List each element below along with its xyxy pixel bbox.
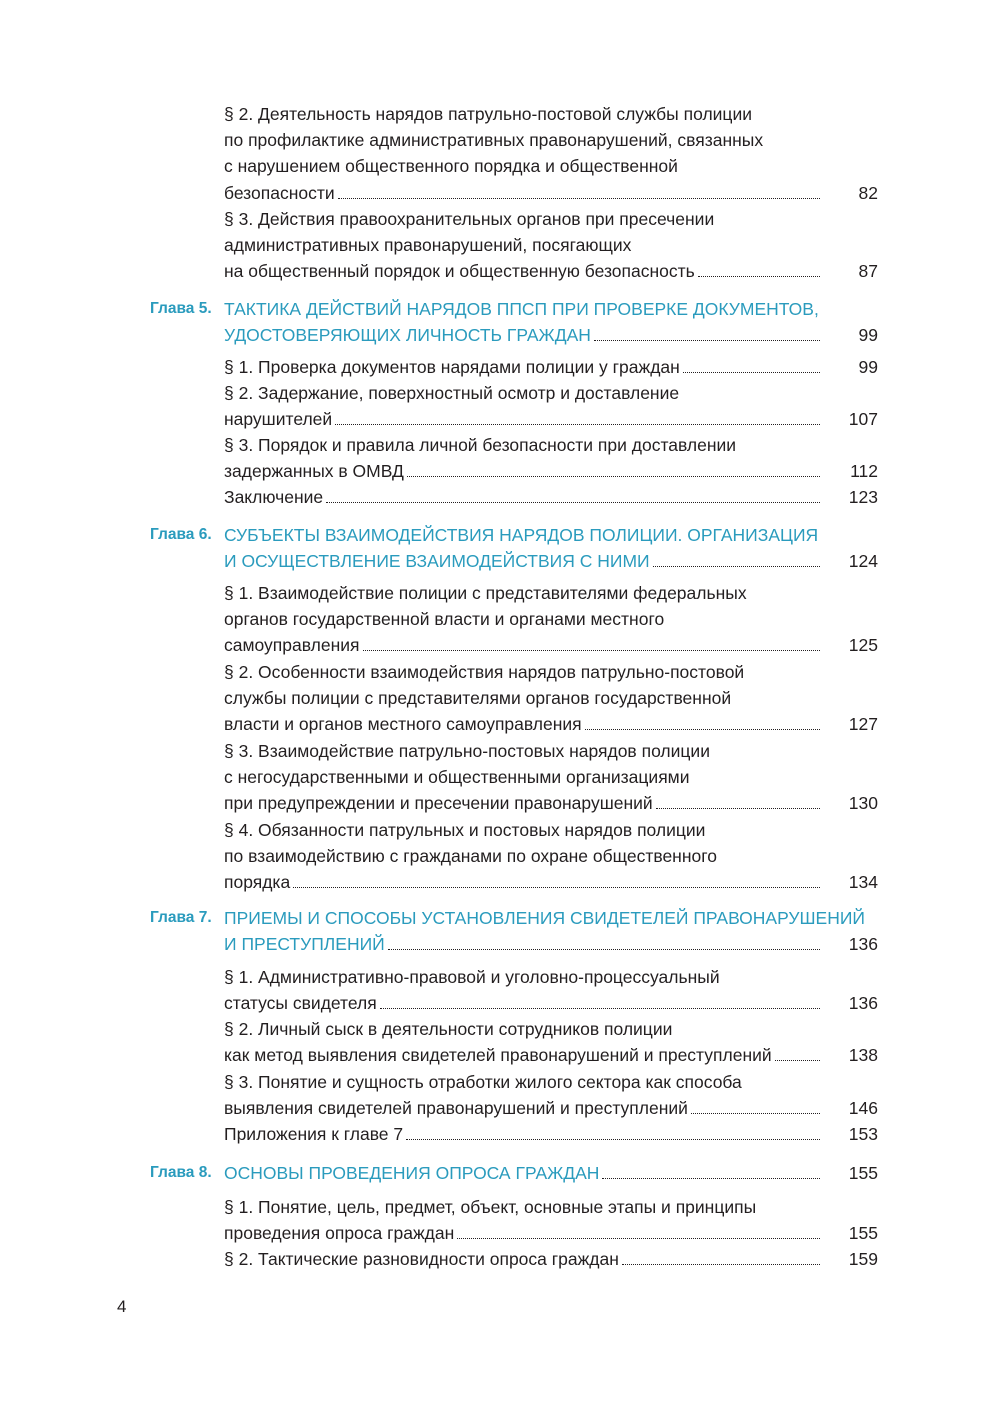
chapter-title-line: И ОСУЩЕСТВЛЕНИЕ ВЗАИМОДЕЙСТВИЯ С НИМИ bbox=[224, 551, 650, 572]
section-title-line: Заключение bbox=[224, 487, 324, 507]
section-title-line: § 1. Взаимодействие полиции с представителями федеральных bbox=[224, 583, 747, 603]
section-title-line: власти и органов местного самоуправления bbox=[224, 714, 582, 735]
page-ref: 124 bbox=[848, 551, 878, 572]
section-title-line: нарушителей bbox=[224, 409, 333, 430]
dot-leader bbox=[656, 807, 820, 809]
section-title-line: с нарушением общественного порядка и общественной bbox=[224, 156, 678, 177]
page-ref: 112 bbox=[850, 461, 878, 482]
dot-leader bbox=[363, 649, 821, 651]
section-title-line: органов государственной власти и органами местного bbox=[224, 609, 665, 630]
section-title-line: безопасности bbox=[224, 182, 335, 203]
page-ref: 127 bbox=[848, 714, 878, 735]
page-ref: 146 bbox=[848, 1098, 878, 1119]
page-ref: 107 bbox=[848, 409, 878, 430]
section-title-line: § 2. Особенности взаимодействия нарядов патрульно-постовой bbox=[224, 662, 745, 682]
page-ref: 136 bbox=[848, 993, 878, 1014]
page-ref: 130 bbox=[848, 793, 878, 814]
dot-leader bbox=[326, 501, 820, 503]
dot-leader bbox=[698, 275, 820, 277]
section-title-line: § 2. Задержание, поверхностный осмотр и доставление bbox=[224, 383, 680, 403]
chapter-title-line: ПРИЕМЫ И СПОСОБЫ УСТАНОВЛЕНИЯ СВИДЕТЕЛЕЙ ПРАВОНАРУШЕНИЙ bbox=[224, 908, 866, 928]
section-title-line: § 1. Административно-правовой и уголовно-процессуальный bbox=[224, 967, 720, 987]
section-title-line: § 3. Действия правоохранительных органов при пресечении bbox=[224, 209, 715, 229]
page-ref: 159 bbox=[848, 1249, 878, 1269]
section-title-line: § 1. Проверка документов нарядами полиции у граждан bbox=[224, 357, 680, 377]
section-title-line: проведения опроса граждан bbox=[224, 1223, 455, 1244]
page-ref: 123 bbox=[848, 487, 878, 507]
page-ref: 134 bbox=[848, 872, 878, 893]
section-title-line: самоуправления bbox=[224, 635, 360, 656]
section-title-line: административных правонарушений, посягающих bbox=[224, 235, 632, 256]
dot-leader bbox=[594, 339, 820, 341]
chapter-title-line: И ПРЕСТУПЛЕНИЙ bbox=[224, 934, 385, 955]
dot-leader bbox=[457, 1237, 820, 1239]
section-title-line: с негосударственными и общественными организациями bbox=[224, 767, 690, 788]
chapter-title-line: ТАКТИКА ДЕЙСТВИЙ НАРЯДОВ ППСП ПРИ ПРОВЕРКЕ ДОКУМЕНТОВ, bbox=[224, 299, 819, 319]
chapter-label: Глава 6. bbox=[150, 526, 212, 543]
page-ref: 82 bbox=[858, 182, 878, 203]
chapter-label: Глава 7. bbox=[150, 909, 212, 926]
page-ref: 125 bbox=[848, 635, 878, 656]
section-title-line: § 3. Понятие и сущность отработки жилого сектора как способа bbox=[224, 1072, 742, 1092]
page-ref: 99 bbox=[858, 325, 878, 346]
page-ref: 136 bbox=[848, 934, 878, 955]
dot-leader bbox=[775, 1059, 820, 1061]
chapter-label: Глава 8. bbox=[150, 1164, 212, 1181]
chapter-title-line: УДОСТОВЕРЯЮЩИХ ЛИЧНОСТЬ ГРАЖДАН bbox=[224, 325, 591, 346]
dot-leader bbox=[407, 475, 820, 477]
section-title-line: § 2. Личный сыск в деятельности сотрудников полиции bbox=[224, 1019, 673, 1039]
dot-leader bbox=[380, 1007, 820, 1009]
dot-leader bbox=[683, 371, 820, 373]
section-title-line: на общественный порядок и общественную безопасность bbox=[224, 261, 695, 282]
page-ref: 138 bbox=[848, 1045, 878, 1066]
section-title-line: при предупреждении и пресечении правонарушений bbox=[224, 793, 653, 814]
chapter-label: Глава 5. bbox=[150, 300, 212, 317]
section-title-line: как метод выявления свидетелей правонарушений и преступлений bbox=[224, 1045, 772, 1066]
section-title-line: по профилактике административных правонарушений, связанных bbox=[224, 130, 764, 151]
page-ref: 155 bbox=[848, 1223, 878, 1244]
section-title-line: § 3. Порядок и правила личной безопасности при доставлении bbox=[224, 435, 737, 455]
section-title-line: § 2. Тактические разновидности опроса граждан bbox=[224, 1249, 619, 1269]
section-title-line: выявления свидетелей правонарушений и преступлений bbox=[224, 1098, 688, 1119]
section-title-line: службы полиции с представителями органов государственной bbox=[224, 688, 732, 709]
page-ref: 155 bbox=[848, 1163, 878, 1183]
dot-leader bbox=[338, 197, 820, 199]
page-ref: 99 bbox=[858, 357, 878, 377]
section-title-line: § 4. Обязанности патрульных и постовых нарядов полиции bbox=[224, 820, 706, 840]
section-title-line: статусы свидетеля bbox=[224, 993, 377, 1014]
page-number: 4 bbox=[117, 1297, 127, 1316]
chapter-title-line: ОСНОВЫ ПРОВЕДЕНИЯ ОПРОСА ГРАЖДАН bbox=[224, 1163, 600, 1183]
section-title-line: по взаимодействию с гражданами по охране общественного bbox=[224, 846, 717, 867]
section-title-line: § 1. Понятие, цель, предмет, объект, основные этапы и принципы bbox=[224, 1197, 757, 1217]
dot-leader bbox=[388, 948, 820, 950]
dot-leader bbox=[602, 1177, 820, 1179]
chapter-title-line: СУБЪЕКТЫ ВЗАИМОДЕЙСТВИЯ НАРЯДОВ ПОЛИЦИИ. ОРГАНИЗАЦИЯ bbox=[224, 525, 819, 545]
dot-leader bbox=[622, 1263, 820, 1265]
section-title-line: Приложения к главе 7 bbox=[224, 1124, 404, 1144]
dot-leader bbox=[691, 1112, 820, 1114]
dot-leader bbox=[653, 565, 820, 567]
dot-leader bbox=[406, 1138, 820, 1140]
dot-leader bbox=[335, 423, 820, 425]
page-ref: 87 bbox=[858, 261, 878, 282]
section-title-line: § 3. Взаимодействие патрульно-постовых нарядов полиции bbox=[224, 741, 710, 761]
section-title-line: задержанных в ОМВД bbox=[224, 461, 404, 482]
dot-leader bbox=[293, 886, 820, 888]
page-ref: 153 bbox=[848, 1124, 878, 1144]
section-title-line: § 2. Деятельность нарядов патрульно-постовой службы полиции bbox=[224, 104, 752, 124]
dot-leader bbox=[585, 728, 820, 730]
section-title-line: порядка bbox=[224, 872, 291, 893]
